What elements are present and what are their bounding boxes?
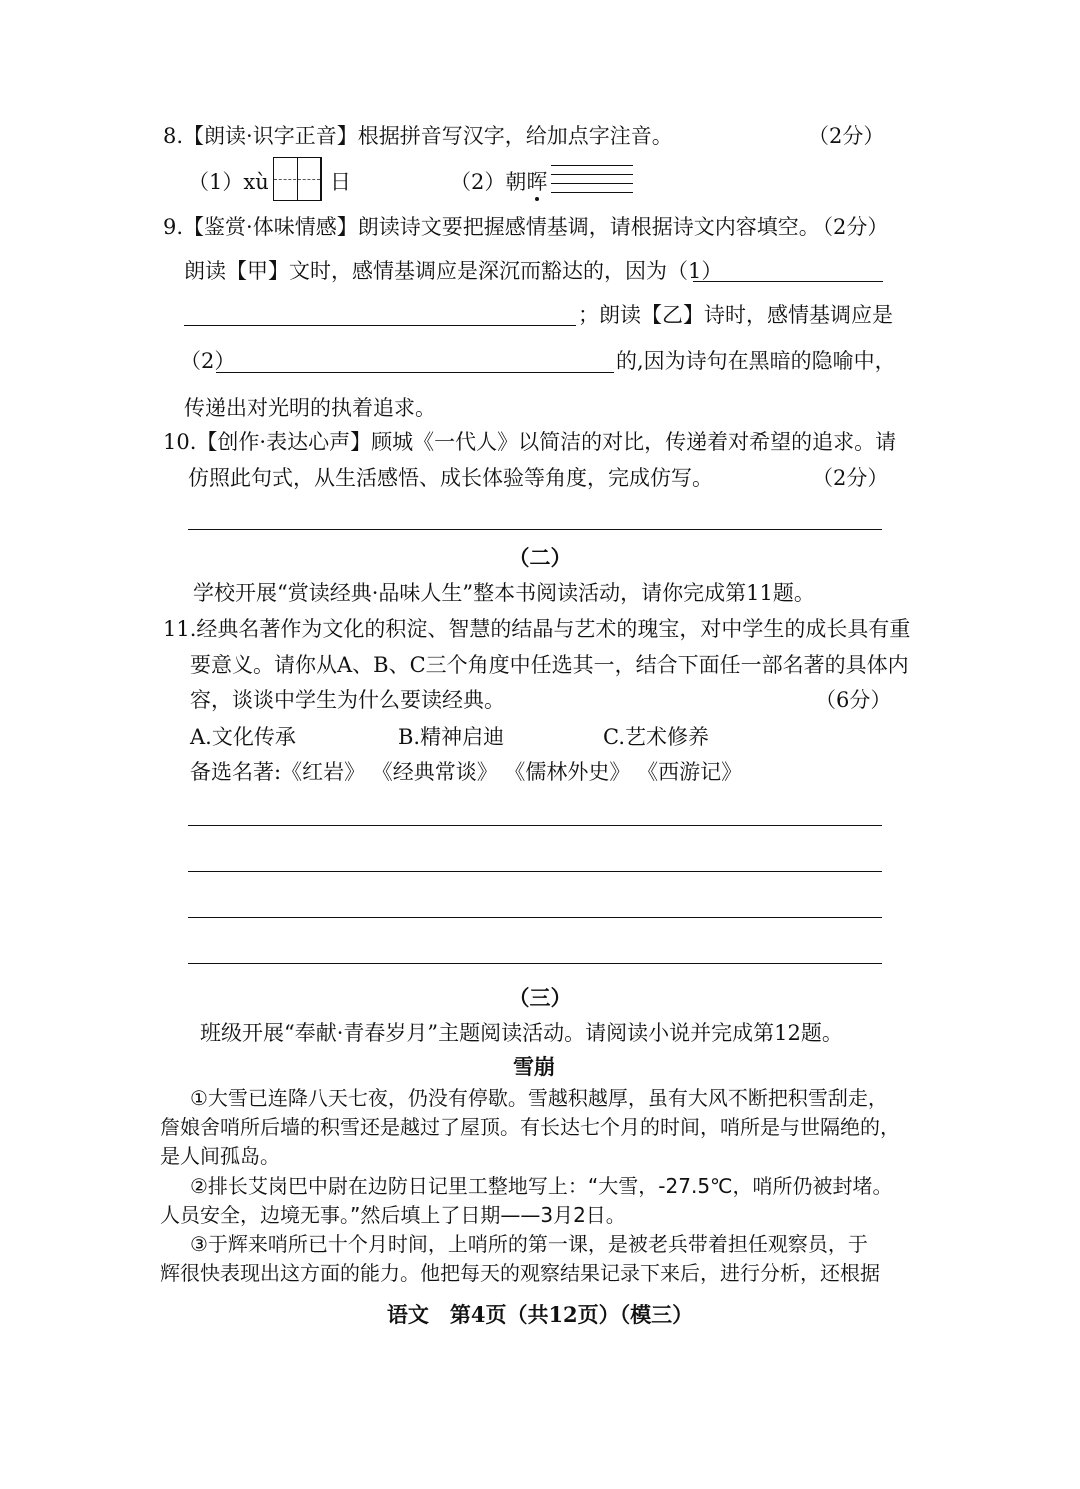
q8-part2-prefix: （2）朝 (450, 170, 527, 194)
q11-answer-line-4[interactable] (188, 963, 882, 964)
story-line-7: 辉很快表现出这方面的能力。他把每天的观察结果记录下来后，进行分析，还根据 (160, 1261, 880, 1285)
q9-line4: 传递出对光明的执着追求。 (184, 396, 436, 420)
q8-stem: 8.【朗读·识字正音】根据拼音写汉字，给加点字注音。 (163, 124, 673, 148)
q8-part2 (450, 167, 547, 197)
q9-stem: 9.【鉴赏·体味情感】朗读诗文要把握感情基调，请根据诗文内容填空。 (163, 215, 820, 239)
q9-answer-line-2[interactable] (216, 372, 614, 373)
q11-answer-line-1[interactable] (188, 825, 882, 826)
q8-part1-prefix: （1）xù (188, 170, 269, 194)
section2-heading: （二） (508, 545, 572, 570)
q9-answer-line-1a[interactable] (693, 281, 883, 282)
q11-score: （6分） (815, 688, 892, 712)
section2-intro: 学校开展“赏读经典·品味人生”整本书阅读活动，请你完成第11题。 (193, 581, 815, 605)
story-line-1: ①大雪已连降八天七夜，仍没有停歇。雪越积越厚，虽有大风不断把积雪刮走， (190, 1086, 888, 1110)
q11-line2: 要意义。请你从A、B、C三个角度中任选其一，结合下面任一部名著的具体内 (190, 653, 909, 677)
q11-option-c: C.艺术修养 (603, 725, 709, 749)
q8-part1-suffix: 日 (330, 170, 351, 194)
q10-line1: 10.【创作·表达心声】顾城《一代人》以简洁的对比，传递着对希望的追求。请 (163, 430, 897, 454)
q11-answer-line-2[interactable] (188, 871, 882, 872)
story-line-4: ②排长艾岗巴中尉在边防日记里工整地写上：“大雪，-27.5℃，哨所仍被封堵。 (190, 1174, 893, 1198)
q10-line2: 仿照此句式，从生活感悟、成长体验等角度，完成仿写。 (188, 466, 713, 490)
q9-line3-suffix: 的,因为诗句在黑暗的隐喻中， (616, 349, 896, 373)
q9-answer-line-1b[interactable] (184, 325, 576, 326)
section3-heading: （三） (508, 985, 572, 1010)
q9-score: （2分） (812, 215, 889, 239)
story-line-2: 詹娘舍哨所后墙的积雪还是越过了屋顶。有长达七个月的时间，哨所是与世隔绝的， (160, 1115, 900, 1139)
q11-option-b: B.精神启迪 (398, 725, 505, 749)
section3-intro: 班级开展“奉献·青春岁月”主题阅读活动。请阅读小说并完成第12题。 (200, 1021, 843, 1045)
q11-line1: 11.经典名著作为文化的积淀、智慧的结晶与艺术的瑰宝，对中学生的成长具有重 (163, 617, 911, 641)
q10-score: （2分） (812, 466, 889, 490)
q8-score: （2分） (808, 124, 885, 148)
q10-answer-line[interactable] (188, 529, 882, 530)
story-line-6: ③于辉来哨所已十个月时间，上哨所的第一课，是被老兵带着担任观察员，于 (190, 1232, 868, 1256)
q9-line3-prefix: （2） (180, 349, 236, 373)
pinyin-writing-lines[interactable] (551, 165, 633, 193)
q11-books: 备选名著:《红岩》 《经典常谈》 《儒林外史》 《西游记》 (190, 760, 743, 784)
q9-line1: 朗读【甲】文时，感情基调应是深沉而豁达的，因为（1） (184, 259, 723, 283)
q11-option-a: A.文化传承 (190, 725, 296, 749)
page-footer: 语文 第4页（共12页）（模三） (386, 1302, 694, 1327)
story-line-5: 人员安全，边境无事。”然后填上了日期——3月2日。 (160, 1203, 626, 1227)
q11-answer-line-3[interactable] (188, 917, 882, 918)
q8-part2-dotted-char: 晖 (526, 167, 547, 197)
q11-line3: 容，谈谈中学生为什么要读经典。 (190, 688, 505, 712)
q9-line2: ；朗读【乙】诗时，感情基调应是 (578, 303, 893, 327)
story-title: 雪崩 (513, 1054, 555, 1079)
story-line-3: 是人间孤岛。 (160, 1144, 280, 1168)
